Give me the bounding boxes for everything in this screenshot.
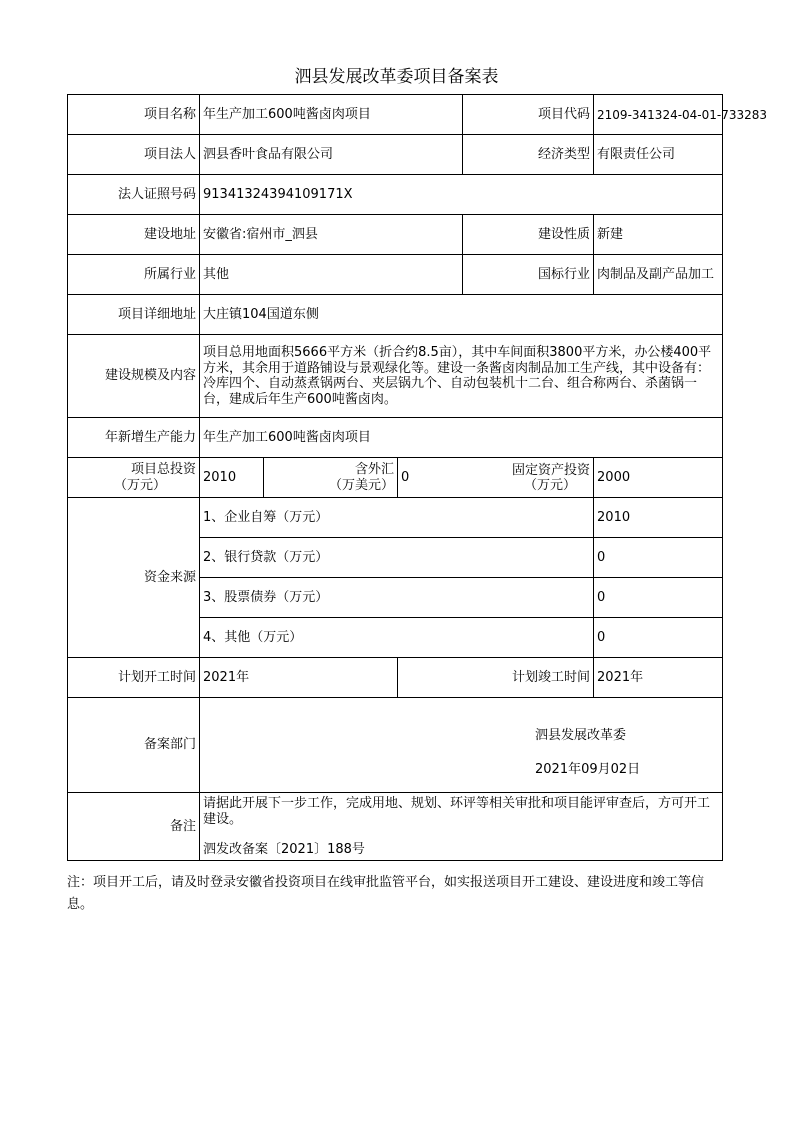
capacity-value: 年生产加工600吨酱卤肉项目 <box>200 418 723 458</box>
fixed-investment-label <box>512 463 590 493</box>
row-capacity <box>68 418 723 458</box>
project-name-value: 年生产加工600吨酱卤肉项目 <box>200 95 463 135</box>
funding-item-value: 0 <box>594 618 723 658</box>
project-code-label: 项目代码 <box>463 95 594 135</box>
remark-filing-number: 泗发改备案〔2021〕188号 <box>203 842 365 857</box>
end-time-value: 2021年 <box>594 658 723 698</box>
economy-type-label: 经济类型 <box>463 135 594 175</box>
total-investment-label-line1: 项目总投资 <box>130 461 196 477</box>
funding-item-value: 2010 <box>594 498 723 538</box>
start-time-value: 2021年 <box>200 658 398 698</box>
row-industry <box>68 255 723 295</box>
funding-item-value: 0 <box>594 538 723 578</box>
industry-label: 所属行业 <box>68 255 200 295</box>
total-investment-value: 2010 <box>200 458 264 498</box>
row-funding-1 <box>68 498 723 538</box>
department-cell <box>200 698 723 793</box>
fixed-investment-label-line1: 固定资产投资 <box>512 462 591 478</box>
funding-item-label: 4、其他（万元） <box>200 618 594 658</box>
forex-label-line2: （万美元） <box>328 477 394 493</box>
remark-text: 请据此开展下一步工作，完成用地、规划、环评等相关审批和项目能评审查后，方可开工建设。 <box>203 796 711 827</box>
row-legal-person <box>68 135 723 175</box>
scale-value: 项目总用地面积5666平方米（折合约8.5亩），其中车间面积3800平方米，办公楼400平方米，其余用于道路铺设与景观绿化等。建设一条酱卤肉制品加工生产线，其中设备有：冷库四个、自动蒸煮锅两台、夹层锅九个、自动包装机十二台、组合称两台、杀菌锅一台，建成后年生产600吨酱卤肉。 <box>200 335 723 418</box>
form-title: 泗县发展改革委项目备案表 <box>294 67 499 87</box>
row-schedule <box>68 658 723 698</box>
filing-table <box>67 94 768 861</box>
legal-person-label: 项目法人 <box>68 135 200 175</box>
detail-address-value: 大庄镇104国道东侧 <box>200 295 723 335</box>
site-value: 安徽省:宿州市_泗县 <box>200 215 463 255</box>
total-investment-label <box>68 458 200 498</box>
row-detail-address <box>68 295 723 335</box>
industry-value: 其他 <box>200 255 463 295</box>
footnote: 注：项目开工后，请及时登录安徽省投资项目在线审批监管平台，如实报送项目开工建设、建设进度和竣工等信息。 <box>67 875 705 912</box>
nature-label: 建设性质 <box>463 215 594 255</box>
fixed-investment-value: 2000 <box>594 458 723 498</box>
row-cert <box>68 175 723 215</box>
gb-industry-value: 肉制品及副产品加工 <box>594 255 723 295</box>
site-label: 建设地址 <box>68 215 200 255</box>
legal-person-value: 泗县香叶食品有限公司 <box>200 135 463 175</box>
start-time-label: 计划开工时间 <box>68 658 200 698</box>
funding-item-label: 2、银行贷款（万元） <box>200 538 594 578</box>
end-time-label: 计划竣工时间 <box>398 658 594 698</box>
funding-label: 资金来源 <box>68 498 200 658</box>
remark-cell <box>200 793 723 861</box>
forex-value <box>398 458 594 498</box>
scale-label: 建设规模及内容 <box>68 335 200 418</box>
forex-fixed-group <box>401 463 590 493</box>
row-department <box>68 698 723 793</box>
project-name-label: 项目名称 <box>68 95 200 135</box>
department-date: 2021年09月02日 <box>535 762 641 777</box>
forex-label <box>264 458 398 498</box>
cert-value: 91341324394109171X <box>200 175 723 215</box>
row-project-name <box>68 95 723 135</box>
row-investment <box>68 458 723 498</box>
funding-item-label: 3、股票债券（万元） <box>200 578 594 618</box>
gb-industry-label: 国标行业 <box>463 255 594 295</box>
project-code-value: 2109-341324-04-01-733283 <box>594 95 723 135</box>
funding-item-label: 1、企业自筹（万元） <box>200 498 594 538</box>
row-remark <box>68 793 723 861</box>
economy-type-value: 有限责任公司 <box>594 135 723 175</box>
department-name: 泗县发展改革委 <box>535 728 627 743</box>
row-site <box>68 215 723 255</box>
forex-label-line1: 含外汇 <box>354 461 394 477</box>
nature-value: 新建 <box>594 215 723 255</box>
detail-address-label: 项目详细地址 <box>68 295 200 335</box>
capacity-label: 年新增生产能力 <box>68 418 200 458</box>
total-investment-label-line2: （万元） <box>113 477 166 493</box>
forex-amount: 0 <box>401 469 410 485</box>
funding-item-value: 0 <box>594 578 723 618</box>
row-scale <box>68 335 723 418</box>
fixed-investment-label-line2: （万元） <box>524 477 577 493</box>
remark-label: 备注 <box>68 793 200 861</box>
department-label: 备案部门 <box>68 698 200 793</box>
cert-label: 法人证照号码 <box>68 175 200 215</box>
